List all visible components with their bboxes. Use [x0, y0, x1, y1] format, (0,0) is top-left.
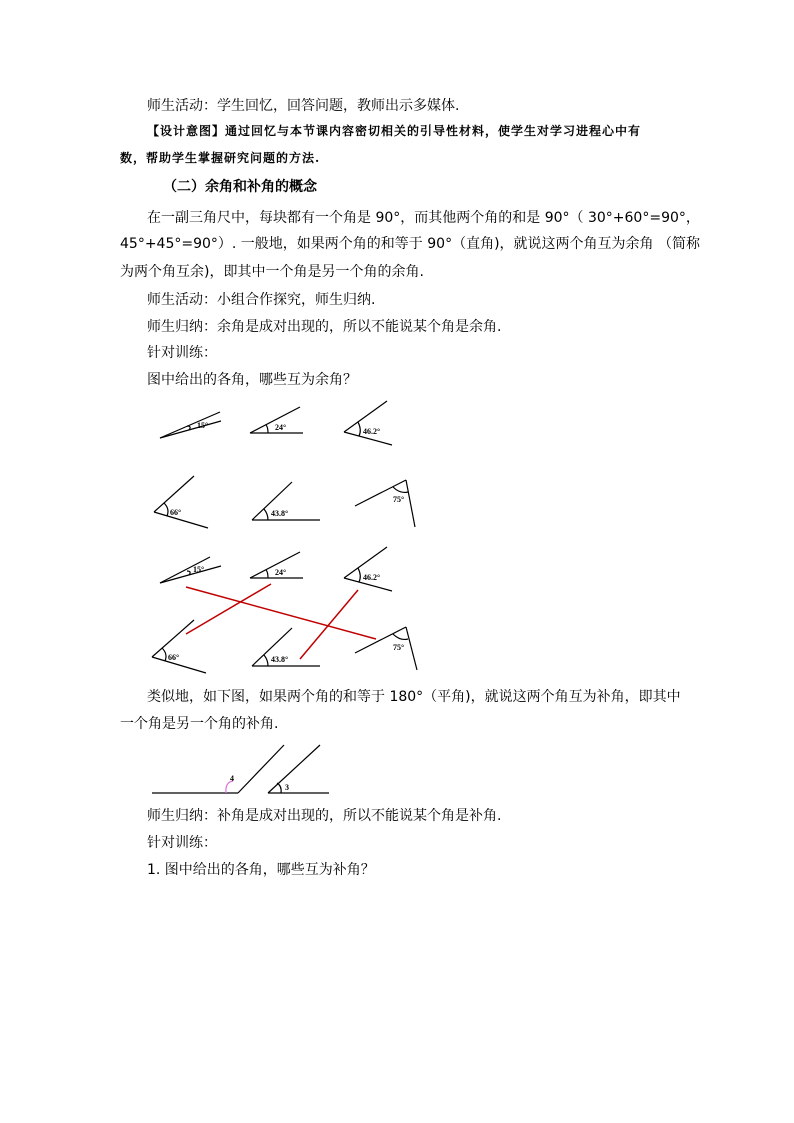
design-intent-line-2: 数，帮助学生掌握研究问题的方法.	[120, 151, 321, 165]
angle-label-15: 15°	[197, 421, 209, 430]
supp-angle-label-4: 4	[230, 774, 234, 783]
definition-line-2: 45°+45°=90°）. 一般地，如果两个角的和等于 90°（直角)，就说这两个角互为余角 （简称	[120, 236, 700, 252]
angle-label-24-b: 24°	[275, 568, 287, 577]
question-complementary: 图中给出的各角，哪些互为余角？	[147, 372, 357, 388]
angle-figure-15	[160, 412, 221, 438]
angle-figure-66	[154, 476, 208, 528]
supp-angle-label-3: 3	[285, 783, 289, 792]
angle-figure-15-b	[160, 557, 221, 583]
angle-figure-46-2-b	[344, 547, 392, 591]
supplementary-summary: 师生归纳：补角是成对出现的，所以不能说某个角是补角.	[147, 808, 502, 824]
match-line-46-2-43-8	[300, 590, 358, 659]
practice-label-2: 针对训练：	[147, 835, 217, 851]
question-supplementary: 1. 图中给出的各角，哪些互为补角？	[147, 862, 375, 878]
complementary-summary: 师生归纳：余角是成对出现的，所以不能说某个角是余角.	[147, 319, 502, 335]
angle-label-24: 24°	[275, 423, 287, 432]
angle-figure-66-b	[152, 620, 206, 673]
definition-line-1: 在一副三角尺中，每块都有一个角是 90°，而其他两个角的和是 90°（ 30°+60°=90°，	[147, 210, 700, 226]
angle-label-43-8: 43.8°	[271, 509, 289, 518]
angle-label-75-b: 75°	[393, 643, 405, 652]
practice-label-1: 针对训练：	[147, 345, 217, 361]
angle-label-46-2: 46.2°	[363, 427, 381, 436]
angle-figure-75-b	[355, 627, 417, 670]
section-title: （二）余角和补角的概念	[163, 179, 317, 195]
angle-figure-46-2	[344, 401, 392, 445]
angle-label-46-2-b: 46.2°	[363, 573, 381, 582]
angle-figure-75	[355, 480, 415, 527]
definition-line-3: 为两个角互余)，即其中一个角是另一个角的余角.	[120, 264, 424, 280]
teacher-activity-1: 师生活动：学生回忆，回答问题，教师出示多媒体.	[147, 98, 460, 114]
angle-label-43-8-b: 43.8°	[271, 655, 289, 664]
angle-label-75: 75°	[393, 495, 405, 504]
design-intent-line-1: 【设计意图】通过回忆与本节课内容密切相关的引导性材料，使学生对学习进程心中有	[147, 124, 642, 138]
supplementary-figure	[152, 745, 329, 793]
supplementary-def-1: 类似地，如下图，如果两个角的和等于 180°（平角)，就说这两个角互为补角，即其中	[147, 689, 681, 705]
supplementary-def-2: 一个角是另一个角的补角.	[120, 716, 279, 732]
teacher-activity-2: 师生活动：小组合作探究，师生归纳.	[147, 292, 376, 308]
angle-label-66-b: 66°	[168, 653, 180, 662]
angle-label-15-b: 15°	[193, 565, 205, 574]
angle-label-66: 66°	[170, 508, 182, 517]
match-line-15-75	[186, 587, 376, 639]
match-line-24-66	[186, 584, 271, 634]
